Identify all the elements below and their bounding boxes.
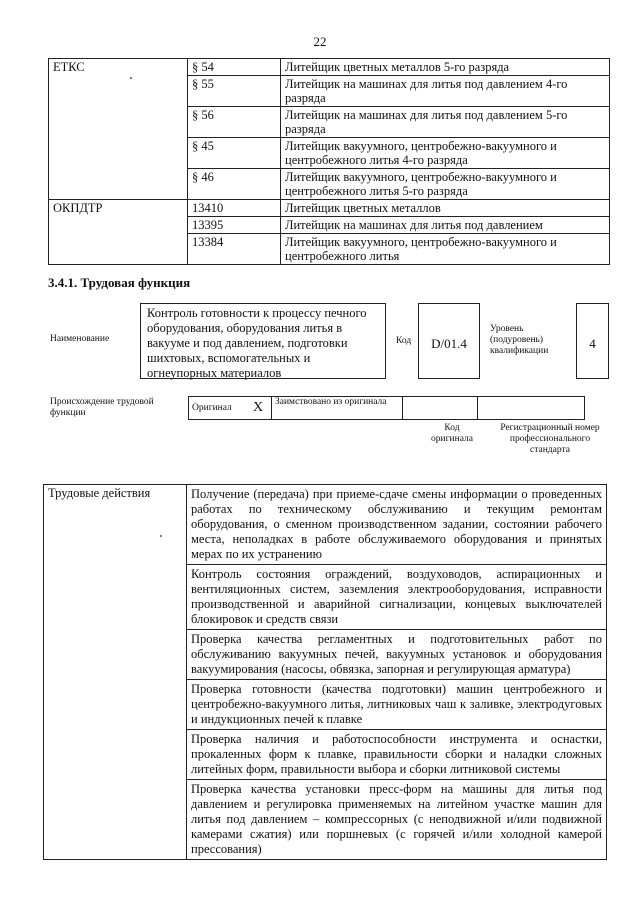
code-original-label: Код оригинала	[431, 423, 473, 444]
origin-table	[188, 396, 585, 420]
borrowed-label: Заимствовано из оригинала	[272, 397, 403, 420]
reference-group-etks: ЕТКС	[49, 59, 188, 200]
reference-name: Литейщик цветных металлов	[281, 200, 610, 217]
reference-code: 13395	[188, 217, 281, 234]
section-title: 3.4.1. Трудовая функция	[48, 275, 191, 290]
labor-actions-label: Трудовые действия	[44, 485, 187, 860]
reference-code: § 54	[188, 59, 281, 76]
labor-action-item: Проверка наличия и работоспособности инструмента и оснастки, прокаленных форм к плавке, правильности сборки и наладки сложных литейных форм, правильности выбора и сборки литниковой системы	[187, 730, 607, 780]
origin-label: Происхождение трудовой функции	[50, 397, 154, 418]
table-row	[49, 59, 610, 76]
labor-action-item: Проверка готовности (качества подготовки) машин центробежного и центробежно-вакуумного литья, литниковых чаш к заливке, электродуговых и индукционных печей к плавке	[187, 680, 607, 730]
code-original-cell	[403, 397, 478, 420]
reference-code: § 46	[188, 169, 281, 200]
reference-name: Литейщик вакуумного, центробежно-вакуумного и центробежного литья 5-го разряда	[281, 169, 610, 200]
reference-code: § 55	[188, 76, 281, 107]
level-label: Уровень (подуровень) квалификации	[490, 324, 549, 356]
scan-speck	[130, 77, 132, 79]
function-name: Контроль готовности к процессу печного оборудования, оборудования литья в вакууме и под давлением, подготовки шихтовых, вспомогательных и огнеупорных материалов	[140, 303, 386, 379]
table-row	[44, 485, 607, 565]
reference-name: Литейщик на машинах для литья под давлением 5-го разряда	[281, 107, 610, 138]
page-number: 22	[313, 34, 327, 49]
function-code: D/01.4	[418, 303, 480, 379]
scan-speck	[160, 535, 162, 537]
labor-actions-table	[43, 484, 607, 860]
reference-name: Литейщик цветных металлов 5-го разряда	[281, 59, 610, 76]
name-label: Наименование	[50, 334, 110, 344]
table-row	[49, 200, 610, 217]
labor-action-item: Проверка качества установки пресс-форм на машины для литья под давлением и регулировка применяемых на литейном участке машин для литья под давлением – компрессорных (с неподвижной и/или подвижной камерами сжатия) или поршневых (с горячей и/или холодной камерой прессования)	[187, 780, 607, 860]
code-label: Код	[396, 336, 412, 346]
labor-action-item: Контроль состояния ограждений, воздуховодов, аспирационных и вентиляционных систем, заземления электрооборудования, исправности производственной и аварийной сигнализации, концевых выключателей блокировок и средств связи	[187, 565, 607, 630]
reference-name: Литейщик вакуумного, центробежно-вакуумного и центробежного литья 4-го разряда	[281, 138, 610, 169]
reg-number-cell	[478, 397, 585, 420]
qualification-level: 4	[576, 303, 609, 379]
reference-name: Литейщик на машинах для литья под давлением	[281, 217, 610, 234]
qualification-reference-table	[48, 58, 610, 265]
reference-code: 13410	[188, 200, 281, 217]
original-mark: X	[245, 397, 272, 420]
reference-code: 13384	[188, 234, 281, 265]
reference-group-okpdtr: ОКПДТР	[49, 200, 188, 265]
reference-name: Литейщик на машинах для литья под давлением 4-го разряда	[281, 76, 610, 107]
labor-action-item: Получение (передача) при приеме-сдаче смены информации о проведенных работах по техническому обслуживанию и текущим ремонтам оборудования, о сменном производственном задании, состоянии рабочего места, неполадках в работе обслуживаемого оборудования и принятых мерах по их устранению	[187, 485, 607, 565]
reference-name: Литейщик вакуумного, центробежно-вакуумного и центробежного литья	[281, 234, 610, 265]
labor-action-item: Проверка качества регламентных и подготовительных работ по обслуживанию вакуумных печей, вакуумных установок и оборудования вакуумирования (насосы, обвязка, запорная и регулирующая арматура)	[187, 630, 607, 680]
table-row	[189, 397, 585, 420]
reference-code: § 56	[188, 107, 281, 138]
reference-code: § 45	[188, 138, 281, 169]
original-label: Оригинал	[189, 397, 246, 420]
reg-number-label: Регистрационный номер профессионального стандарта	[500, 423, 600, 455]
